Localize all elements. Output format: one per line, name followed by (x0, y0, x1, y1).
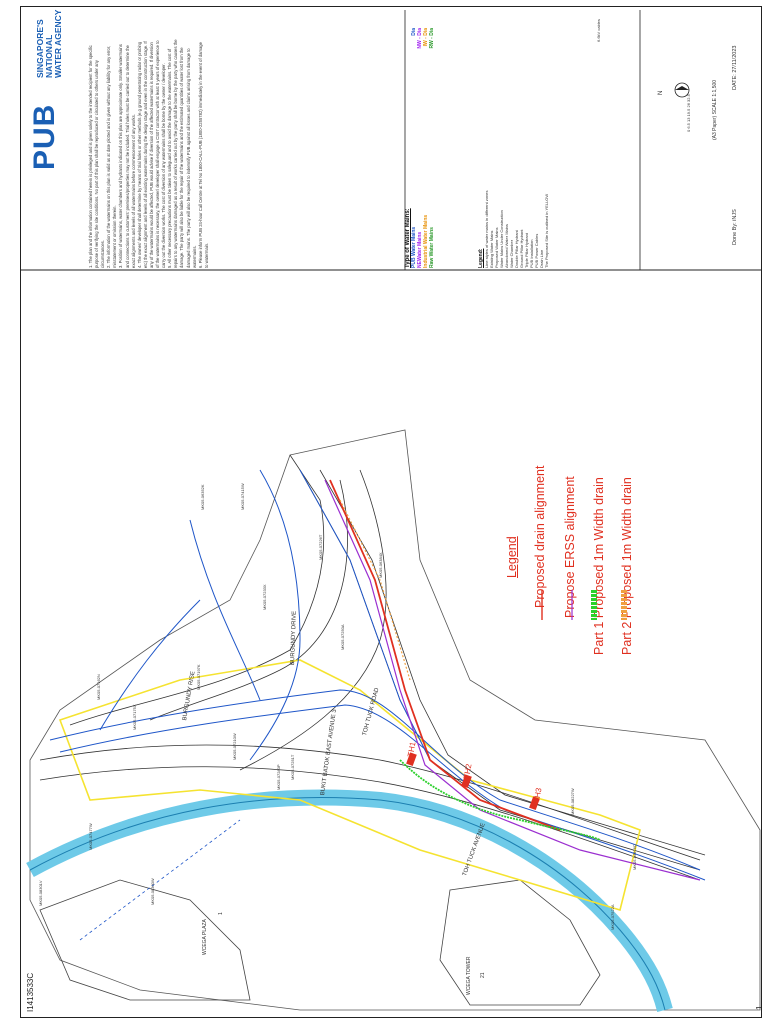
drawing-number: I1413533C (26, 972, 35, 1012)
lot-label: MK05-06352K (200, 484, 205, 510)
page-number: 1 (755, 1005, 764, 1010)
lot-label: MK05-04916C (632, 844, 637, 870)
building-label-plaza: WCEGA PLAZA (202, 919, 208, 955)
scale-bar-ticks: 0 6.5 13 19.5 26 32.5 (686, 94, 691, 132)
building-label-tower: WCEGA TOWER (466, 956, 472, 995)
legend-item-7: Triple Pillar Hydrant (524, 233, 529, 268)
building-wcega-tower (440, 880, 600, 1005)
lot-label: MK05-07210W (232, 733, 237, 760)
small-legend (478, 38, 549, 268)
pub-logo (28, 104, 62, 170)
small-legend-note: Line styles of water mains in different zones (484, 190, 489, 268)
note-1: 1. The plan and the information contained herein is privileged and is given solely to the intended recipient for the specific purpose of verifying the site conditions. No part of this plan shall be reproduced or circulated to others under any circumstances. (88, 45, 106, 268)
wm-pub-label: PUB Water Mains (411, 226, 417, 268)
lot-label: MK05-07251T (290, 754, 295, 780)
cables-label: 6.6kV cables (596, 19, 601, 42)
water-main-5 (300, 470, 430, 760)
map-legend-item-1: Propose ERSS alignment (563, 476, 577, 618)
legend-item-5: Double Pillar Hydrant (514, 230, 519, 268)
canal (30, 798, 665, 1010)
wm-industrial-code: IW - Dia (423, 28, 429, 47)
road-burgundy-2 (150, 480, 348, 720)
legend-item-4: Water Chamber (509, 239, 514, 268)
wm-raw (429, 28, 435, 268)
road-label-burgundy-rise: BURGUNDY RISE (182, 670, 197, 722)
trial-hole-th1: TH1 (406, 741, 418, 758)
agency-line-3: WATER AGENCY (53, 9, 63, 78)
note-2: 2. The information of the watermains on this plan is valid as at date plotted and is given without any liability for any error, misstatement or omission therein. (106, 45, 118, 268)
legend-item-11: The Proposed Site is outlined in YELLOW (544, 193, 549, 268)
lot-label: MK05-07197K (196, 664, 201, 690)
lot-label: MK05-07162N (96, 674, 101, 700)
map-legend (505, 536, 519, 578)
scale-text: (A3 Paper) SCALE 1:1,500 (712, 79, 718, 140)
proposed-drain-line (330, 480, 560, 830)
road-toh-tuck-1 (300, 470, 700, 870)
map-legend-item-0: Proposed drain alignment (533, 465, 547, 608)
building-label-plaza-no: 1 (218, 912, 224, 915)
lot-label: MK05-08227W (570, 788, 575, 815)
wm-newater-label: NEWater Mains (417, 231, 423, 268)
lot-label: MK05-07250A (340, 624, 345, 650)
map-legend-swatches (530, 590, 630, 630)
lot-label: MK05-08300W (150, 878, 155, 905)
pub-logo-text: PUB (28, 103, 61, 170)
lot-label: MK05-07280P (276, 764, 281, 790)
legend-item-10: Drain Line (539, 249, 544, 268)
legend-item-9: PUB Power Cables (534, 233, 539, 268)
lot-label: MK05-07233X (262, 584, 267, 610)
lot-label: MK05-07175X (132, 704, 137, 730)
legend-item-3: Abandoned Water Mains (504, 224, 509, 268)
note-3: 3. Position of watermains, water chambers and hydrants indicated on this plan are approximate only. Smaller watermains and connections to customers' premises/properties may not be included. Trial holes must be carried out to determine the exact alignments and levels of all watermains before commencement of any works. (118, 44, 136, 268)
wm-newater-code: NW - Dia (417, 28, 423, 49)
trial-hole-th3: TH3 (532, 787, 544, 804)
lot-label: MK05-07415W (240, 483, 245, 510)
lot-label: MK05-07477W (88, 823, 93, 850)
agency-line-1: SINGAPORE'S (35, 19, 45, 78)
legend-item-1: Proposed Water Mains (494, 227, 499, 268)
lot-label: MK05-07226T (318, 534, 323, 560)
map-legend-item-2: Part 1 Proposed 1m Width drain (592, 477, 606, 655)
road-label-burgundy-dr: BURGUNDY DRIVE (290, 610, 298, 666)
road-label-toh-tuck-ave: TOH TUCK AVENUE (462, 822, 487, 878)
road-label-bbea3: BUKIT BATOK EAST AVENUE 3 (320, 709, 339, 796)
road-label-toh-tuck-rd: TOH TUCK ROAD (362, 687, 381, 737)
done-by: Done By: iNJS (732, 209, 738, 245)
wm-pub-code: Dia (411, 28, 417, 36)
building-wcega-plaza (40, 880, 250, 1000)
legend-item-8: PUB Installation (529, 239, 534, 268)
building-label-tower-no: 21 (480, 972, 486, 978)
map-legend-heading: Legend (505, 536, 519, 578)
wm-industrial-label: Industrial Water Mains (423, 214, 429, 268)
map-legend-item-3: Part 2 Proposed 1m Width drain (620, 477, 634, 655)
lot-label: MK05-08301V (38, 880, 43, 906)
wm-raw-code: RW - Dia (429, 28, 435, 49)
wm-raw-label: Raw Water Mains (429, 227, 435, 268)
lot-label: MK05-07522A (610, 904, 615, 930)
agency-line-2: NATIONAL (44, 34, 54, 78)
note-5: 5. All other necessary precautions must be taken to safeguard and to avoid the damage to the watermains. The cost of repairs to any watermains damaged as a result of works carried out by the party shall be borne by the party who causes the damage. The party will also be liable for the repair of the watermains and the estimated quantities of water lost from the damaged mains. The party will also be required to indemnify PUB against all losses and claims arising from damage to watermains. (167, 39, 197, 268)
lot-label: MK05-06384X (378, 552, 383, 578)
trial-hole-th2: TH2 (462, 763, 474, 780)
small-legend-heading: Legend: (478, 248, 484, 268)
note-6: 6. Please inform PUB 24-hour Call Centre at Tel No 1800-CALL-PUB (1800-2255782) immediately in the event of damage to watermain. (197, 42, 209, 268)
area-boundary (30, 430, 760, 1010)
legend-item-0: Existing Water Mains (489, 230, 494, 268)
date: DATE: 27/11/2023 (732, 45, 738, 90)
water-mains-legend (405, 18, 435, 268)
note-4: 4. The owner/ developer shall determine by means of trial holes or other methods (e.g ground penetrating radar or probing etc) the exact alignment and levels of all existing watermains during the design stage and even in the construction stage. If any of the watermains would be affected, PUB would advise if diversion of the affected watermains is required. If diversion of the watermains is necessary, the owner/ developer shall engage a CS07 contractor with at least 5 years of experience to carry out the diversion works. The cost of diversion of any watermains shall be borne by the owner / developer. (136, 40, 167, 268)
legend-item-2: Water Mains Under Construction (499, 210, 504, 268)
water-mains-heading: Type of Water Mains: (405, 208, 411, 268)
legend-item-6: Ground Pillar Hydrant (519, 229, 524, 268)
notes-block (88, 38, 210, 268)
north-label: N (658, 90, 664, 95)
agency-name (36, 10, 63, 78)
